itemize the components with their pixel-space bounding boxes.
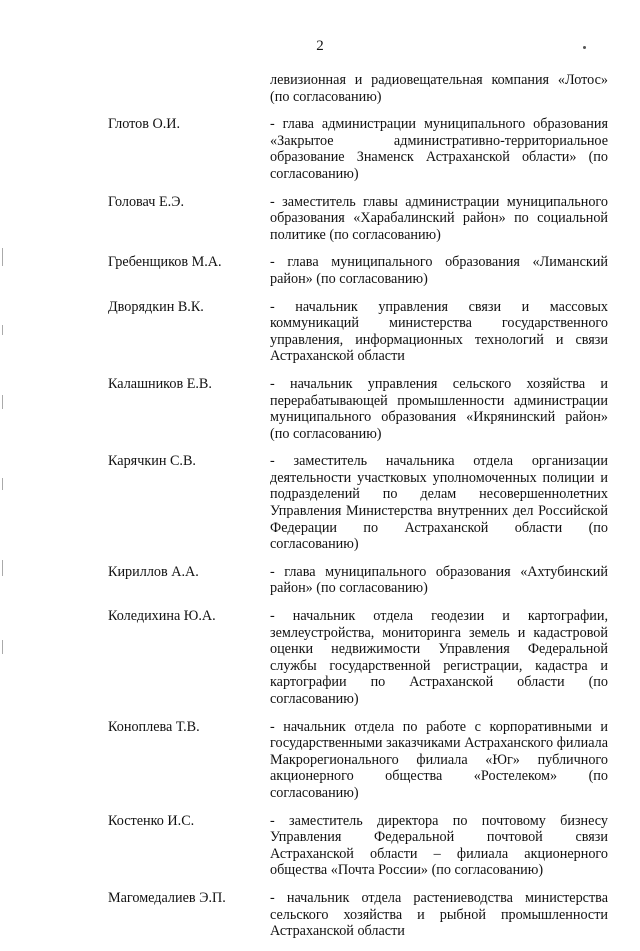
list-item xyxy=(108,719,608,802)
member-name: Гребенщиков М.А. xyxy=(108,254,222,271)
scan-artifact xyxy=(2,478,3,490)
member-role: - глава муниципального образования «Лиманский район» (по согласованию) xyxy=(270,254,608,287)
scan-artifact xyxy=(2,640,3,654)
member-name: Костенко И.С. xyxy=(108,812,195,829)
scan-artifact xyxy=(2,248,3,266)
member-role: - начальник управления сельского хозяйства и перерабатывающей промышленности администрации муниципального образования «Икрянинский район» (по согласованию) xyxy=(270,375,608,442)
member-role: - заместитель директора по почтовому бизнесу Управления Федеральной почтовой связи Астраханской области – филиала акционерного общества «Почта России» (по согласованию) xyxy=(270,812,608,879)
list-item xyxy=(108,813,608,879)
scan-artifact xyxy=(583,46,586,49)
member-name: Головач Е.Э. xyxy=(108,193,185,210)
member-name: Глотов О.И. xyxy=(108,116,181,133)
member-name xyxy=(108,72,270,105)
member-name: Магомедалиев Э.П. xyxy=(108,889,226,906)
member-role: - глава муниципального образования «Ахтубинский район» (по согласованию) xyxy=(270,563,608,597)
list-item xyxy=(108,890,608,940)
member-name: Коледихина Ю.А. xyxy=(108,608,216,625)
member-name: Дворядкин В.К. xyxy=(108,298,204,315)
member-name: Кириллов А.А. xyxy=(108,563,199,580)
list-item xyxy=(108,608,608,708)
list-item xyxy=(108,564,608,597)
page-number: 2 xyxy=(316,38,324,54)
member-role: - начальник отдела по работе с корпоративными и государственными заказчиками Астраханского филиала Макрорегионального филиала «Юг» публичного акционерного общества «Ростелеком» (по согласованию) xyxy=(270,718,608,801)
member-role: - заместитель начальника отдела организации деятельности участковых уполномоченных полиции и подразделений по делам несовершеннолетних Управления Министерства внутренних дел Российской Федерации по Астраханской области (по согласованию) xyxy=(270,453,608,553)
member-role: - начальник отдела геодезии и картографии, землеустройства, мониторинга земель и кадастровой оценки недвижимости Управления Федеральной службы государственной регистрации, кадастра и картографии по Астраханской области (по согласованию) xyxy=(270,608,608,707)
list-item xyxy=(108,254,608,287)
member-role: - начальник управления связи и массовых коммуникаций министерства государственного управления, информационных технологий и связи Астраханской области xyxy=(270,298,608,365)
list-item xyxy=(108,376,608,442)
member-role: левизионная и радиовещательная компания «Лотос» (по согласованию) xyxy=(270,72,608,105)
list-item xyxy=(108,116,608,182)
member-list xyxy=(108,72,608,951)
member-name: Коноплева Т.В. xyxy=(108,718,200,735)
member-role: - начальник отдела растениеводства министерства сельского хозяйства и рыбной промышленности Астраханской области xyxy=(270,889,608,940)
list-item xyxy=(108,72,608,105)
member-name: Калашников Е.В. xyxy=(108,375,212,392)
list-item xyxy=(108,299,608,365)
member-role: - заместитель главы администрации муниципального образования «Харабалинский район» по социальной политике (по согласованию) xyxy=(270,193,608,243)
scan-artifact xyxy=(2,325,3,335)
member-name: Карячкин С.В. xyxy=(108,453,196,470)
scan-artifact xyxy=(2,395,3,409)
list-item xyxy=(108,194,608,244)
scan-artifact xyxy=(2,560,3,576)
list-item xyxy=(108,453,608,553)
member-role: - глава администрации муниципального образования «Закрытое административно-территориальное образование Знаменск Астраханской области» (по согласованию) xyxy=(270,116,608,182)
